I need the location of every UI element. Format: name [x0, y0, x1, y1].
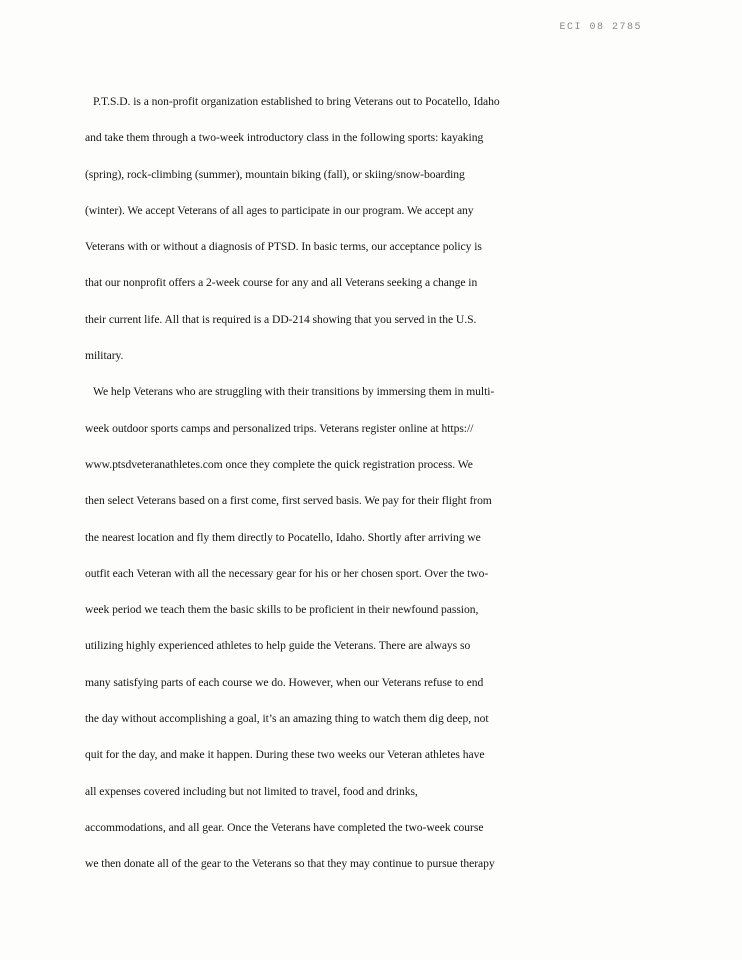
paragraph-line: accommodations, and all gear. Once the Veterans have completed the two-week course [85, 820, 484, 834]
paragraph-line: the day without accomplishing a goal, it’s an amazing thing to watch them dig deep, not [85, 712, 489, 726]
paragraph-line: the nearest location and fly them directly to Pocatello, Idaho. Shortly after arriving we [85, 530, 481, 544]
paragraph-line: P.T.S.D. is a non-profit organization established to bring Veterans out to Pocatello, Idaho [93, 95, 500, 108]
paragraph-2 [85, 374, 625, 882]
paragraph-line: and take them through a two-week introductory class in the following sports: kayaking [85, 131, 484, 145]
paragraph-line: Veterans with or without a diagnosis of PTSD. In basic terms, our acceptance policy is [85, 240, 482, 254]
paragraph-line: We help Veterans who are struggling with their transitions by immersing them in multi- [93, 385, 495, 399]
paragraph-line: that our nonprofit offers a 2-week course for any and all Veterans seeking a change in [85, 276, 478, 290]
document-body [85, 84, 625, 883]
paragraph-line: quit for the day, and make it happen. During these two weeks our Veteran athletes have [85, 748, 485, 762]
paragraph-line: military. [85, 349, 124, 363]
paragraph-line: their current life. All that is required is a DD-214 showing that you served in the U.S. [85, 312, 477, 326]
paragraph-line: all expenses covered including but not limited to travel, food and drinks, [85, 784, 418, 798]
paragraph-line: (spring), rock-climbing (summer), mountain biking (fall), or skiing/snow-boarding [85, 167, 465, 181]
paragraph-line: utilizing highly experienced athletes to help guide the Veterans. There are always so [85, 639, 471, 653]
page-header-code: ECI 08 2785 [559, 22, 642, 33]
paragraph-line: week period we teach them the basic skills to be proficient in their newfound passion, [85, 603, 479, 617]
paragraph-1 [85, 84, 625, 374]
paragraph-line: outfit each Veteran with all the necessary gear for his or her chosen sport. Over the two- [85, 566, 489, 580]
paragraph-line: www.ptsdveteranathletes.com once they complete the quick registration process. We [85, 457, 473, 471]
paragraph-line: then select Veterans based on a first come, first served basis. We pay for their flight from [85, 494, 492, 508]
paragraph-line: (winter). We accept Veterans of all ages to participate in our program. We accept any [85, 203, 474, 217]
paragraph-line: we then donate all of the gear to the Veterans so that they may continue to pursue therapy [85, 857, 495, 871]
paragraph-line: many satisfying parts of each course we do. However, when our Veterans refuse to end [85, 675, 484, 689]
paragraph-line: week outdoor sports camps and personalized trips. Veterans register online at https:// [85, 421, 474, 435]
